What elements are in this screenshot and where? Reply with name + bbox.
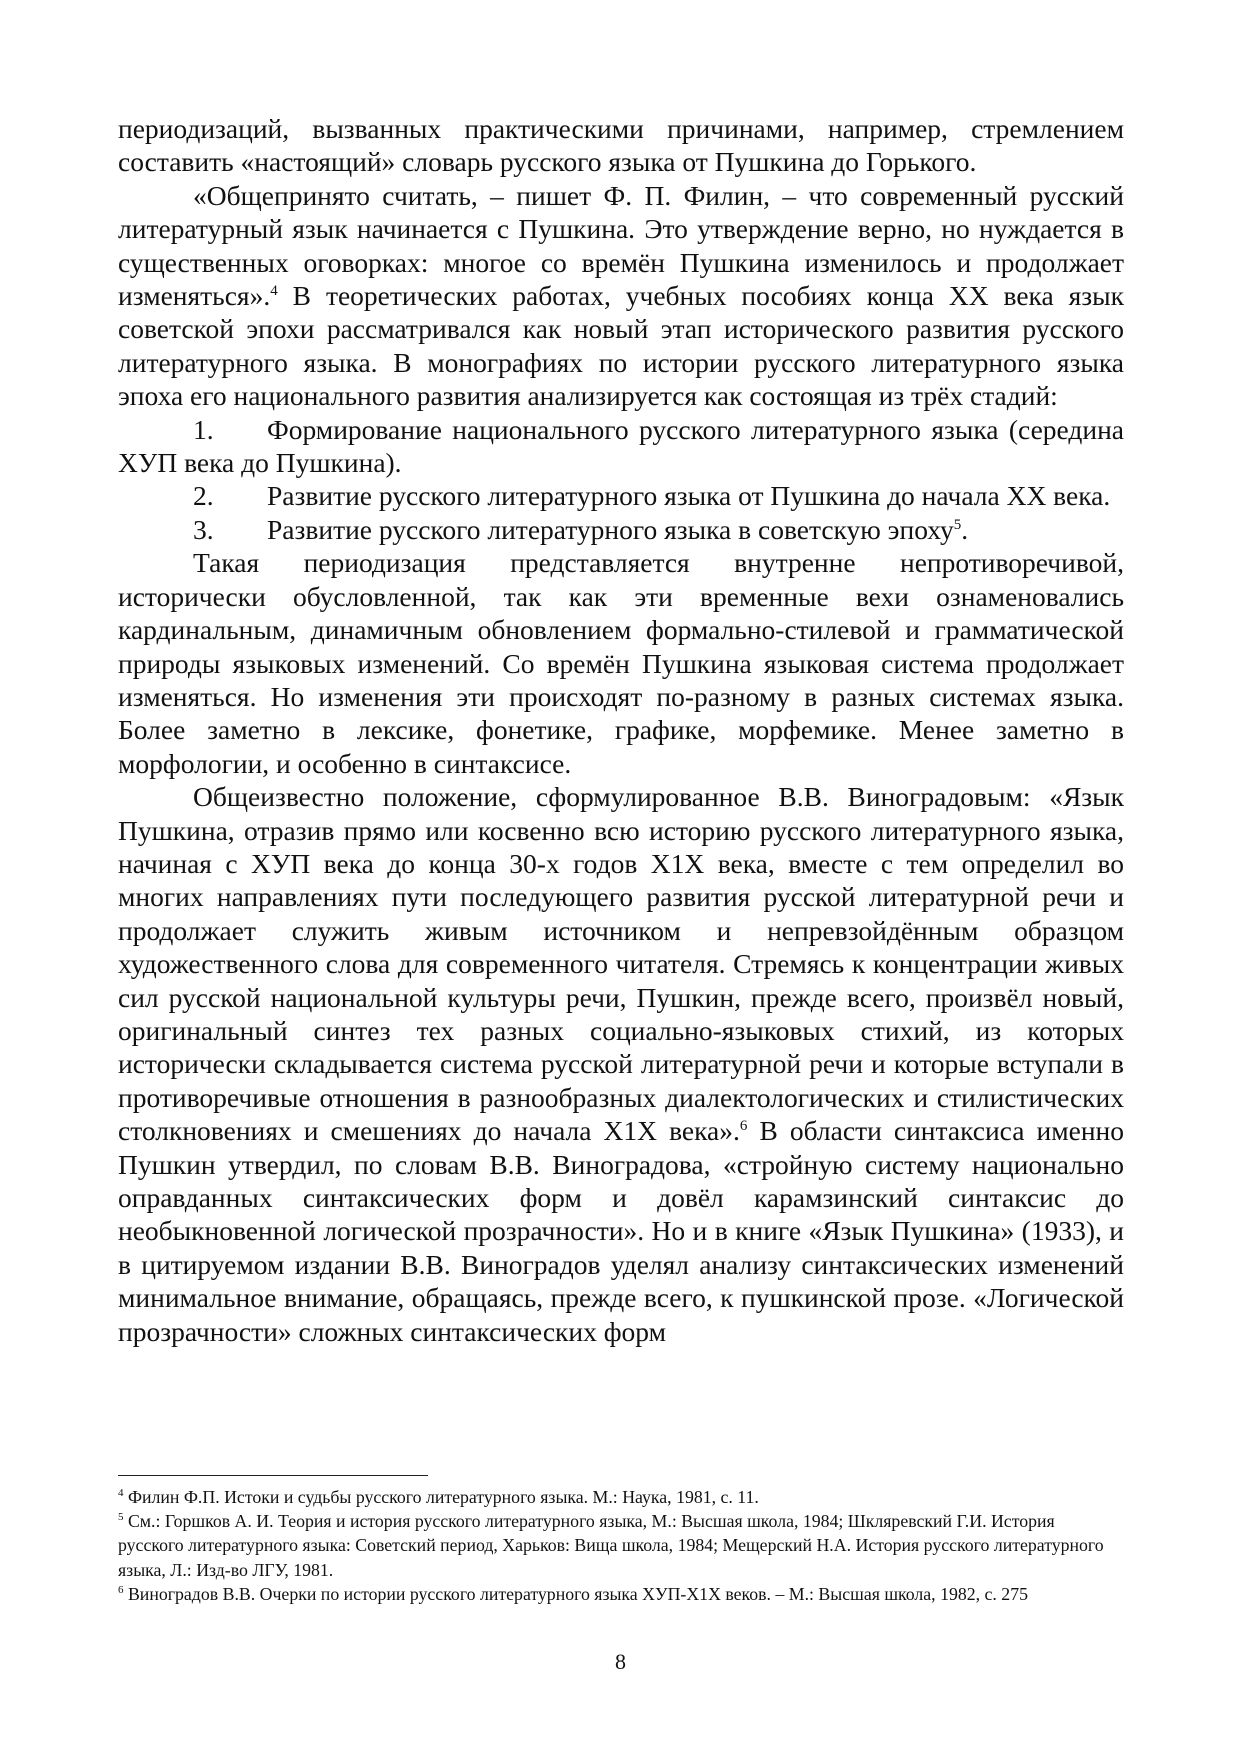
footnote-5	[118, 1509, 1124, 1582]
list-text: Развитие русского литературного языка от Пушкина до начала ХХ века.	[267, 480, 1111, 512]
paragraph-filin-quote	[118, 179, 1124, 413]
list-item	[118, 479, 1124, 512]
footnote-number: 5	[118, 1511, 124, 1524]
footnote-ref-4[interactable]: 4	[270, 282, 278, 299]
footnote-ref-5[interactable]: 5	[953, 516, 962, 533]
footnote-6	[118, 1582, 1124, 1606]
footnote-number: 6	[118, 1583, 124, 1596]
list-number: 3.	[193, 513, 214, 545]
footnote-text: Виноградов В.В. Очерки по истории русского литературного языка ХУП-Х1Х веков. – М.: Высшая школа, 1982, с. 275	[123, 1583, 1028, 1604]
paragraph-vinogradov	[118, 780, 1124, 1348]
footnote-ref-6[interactable]: 6	[739, 1118, 748, 1135]
footnote-number: 4	[118, 1487, 124, 1500]
filin-quote-text: «Общепринято считать, – пишет Ф. П. Филин, – что современный русский литературный язык начинается с Пушкина. Это утверждение верно, но нуждается в существенных оговорках: многое со времён Пушкина изменилось и продолжает изменяться».	[118, 179, 1124, 312]
paragraph-continuation: периодизаций, вызванных практическими причинами, например, стремлением составить «настоящий» словарь русского языка от Пушкина до Горького.	[118, 113, 1124, 178]
list-text: Развитие русского литературного языка в советскую эпоху	[267, 513, 954, 545]
list-number: 1.	[193, 413, 214, 445]
vinogradov-quote-text: Общеизвестно положение, сформулированное В.В. Виноградовым: «Язык Пушкина, отразив прямо или косвенно всю историю русского литературного языка, начиная с ХУП века до конца 30-х годов Х1Х века, вместе с тем определил во многих направлениях пути последующего развития русской литературной речи и продолжает служить живым источником и непревзойдённым образцом художественного слова для современного читателя. Стремясь к концентрации живых сил русской национальной культуры речи, Пушкин, прежде всего, произвёл новый, оригинальный синтез тех разных социально-языковых стихий, из которых исторически складывается система русской литературной речи и которые вступали в противоречивые отношения в разнообразных диалектологических и стилистических столкновениях и смешениях до начала Х1Х века».	[118, 781, 1124, 1147]
list-item	[118, 513, 1124, 546]
list-text-end: .	[961, 513, 969, 545]
footnote-text: Филин Ф.П. Истоки и судьбы русского литературного языка. М.: Наука, 1981, с. 11.	[123, 1487, 759, 1507]
footnotes	[118, 1485, 1124, 1606]
filin-quote-continuation: В теоретических работах, учебных пособиях конца ХХ века язык советской эпохи рассматривался как новый этап исторического развития русского литературного языка. В монографиях по истории русского литературного языка эпоха его национального развития анализируется как состоящая из трёх стадий:	[118, 280, 1124, 412]
body-text	[118, 112, 1124, 1348]
vinogradov-continuation: В области синтаксиса именно Пушкин утвердил, по словам В.В. Виноградова, «стройную систему национально оправданных синтаксических форм и довёл карамзинский синтаксис до необыкновенной логической прозрачности». Но и в книге «Язык Пушкина» (1933), и в цитируемом издании В.В. Виноградов уделял анализу синтаксических изменений минимальное внимание, обращаясь, прежде всего, к пушкинской прозе. «Логической прозрачности» сложных синтаксических форм	[118, 1115, 1124, 1347]
paragraph-periodization: Такая периодизация представляется внутренне непротиворечивой, исторически обусловленной, так как эти временные вехи ознаменовались кардинальным, динамичным обновлением формально-стилевой и грамматической природы языковых изменений. Со времён Пушкина языковая система продолжает изменяться. Но изменения эти происходят по-разному в разных системах языка. Более заметно в лексике, фонетике, графике, морфемике. Менее заметно в морфологии, и особенно в синтаксисе.	[118, 547, 1124, 779]
list-item	[118, 413, 1124, 480]
list-text: Формирование национального русского литературного языка (середина ХУП века до Пушкина).	[118, 413, 1124, 479]
footnote-separator	[118, 1475, 428, 1476]
list-number: 2.	[193, 480, 214, 512]
footnote-4	[118, 1485, 1124, 1509]
footnote-text: См.: Горшков А. И. Теория и история русского литературного языка, М.: Высшая школа, 1984; Шкляревский Г.И. История русского литературного языка: Советский период, Харьков: Вища школа, 1984; Мещерский Н.А. История русского литературного языка, Л.: Изд-во ЛГУ, 1981.	[118, 1511, 1104, 1580]
page-number: 8	[615, 1649, 626, 1674]
